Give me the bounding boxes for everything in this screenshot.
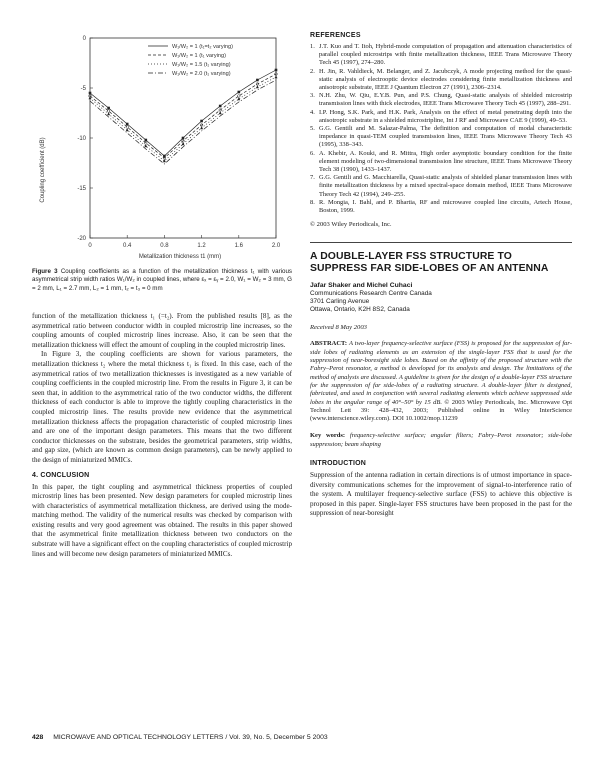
- reference-list: [310, 43, 572, 215]
- data-point: [126, 128, 129, 131]
- keywords: [310, 432, 572, 449]
- x-tick-label: 0.4: [123, 243, 132, 249]
- x-axis-label: Metallization thickness t1 (mm): [138, 254, 222, 260]
- reference-item: 4. I.P. Hong, S.K. Park, and H.K. Park, Analysis on the effect of metal penetrating depth into the anisotropic substrate in a shielded microstripline, Int J RF and Microwave CAE 9 (1999), 49–53.: [310, 108, 572, 124]
- introduction-heading: INTRODUCTION: [310, 460, 367, 468]
- article-title: A DOUBLE-LAYER FSS STRUCTURE TO SUPPRESS FAR SIDE-LOBES OF AN ANTENNA: [310, 251, 549, 275]
- conclusion-paragraph: In this paper, the tight coupling and asymmetrical thickness properties of coupled microstrip lines has been presented. New design parameters for coupled microstrip lines with characteristics of asymmetrical metallization thickness, are derived using the mode-matching method. The validity of the numerical results was checked by comparison with existing results and very good agreement was obtained. The results in this paper showed that the asymmetrical finite metallization thickness between two conductors on the substrate will have a significant effect on the coupling characteristics of coupled microstrip lines and will become new design parameters of miniaturized MMICs.: [32, 482, 292, 558]
- chart-legend: [148, 44, 233, 77]
- affiliation-line-3: Ottawa, Ontario, K2H 8S2, Canada: [310, 306, 410, 314]
- data-point: [200, 126, 203, 129]
- article-authors: Jafar Shaker and Michel Cuhaci: [310, 281, 413, 289]
- figure-caption-text: Coupling coefficients as a function of the metallization thickness t₁ with various asymmetrical strip width ratios W₁/W₂ in coupled lines, where εₓ = εᵧ = 2.0, W₁ = W₂ = 3 mm, G = 2 mm, L₁ = 2.7 mm, L₂ = 1 mm, t₂ = t₃ = 0 mm: [32, 268, 292, 292]
- data-point: [219, 105, 222, 108]
- data-point: [107, 112, 110, 115]
- article-divider: [310, 242, 572, 243]
- legend-label: W₁/W₂ = 1 (t₁ varying): [172, 53, 226, 59]
- data-point: [219, 111, 222, 114]
- figure-caption: [32, 268, 292, 293]
- abstract-label: ABSTRACT:: [310, 340, 348, 348]
- journal-info: MICROWAVE AND OPTICAL TECHNOLOGY LETTERS / Vol. 39, No. 5, December 5 2003: [53, 734, 328, 741]
- keywords-text: frequency-selective surface; angular filters; Fabry–Perot resonator; side-lobe suppression; beam shaping: [310, 432, 572, 448]
- body-paragraph-2: In Figure 3, the coupling coefficients are shown for various parameters, the metallization thickness t₂ where the metal thickness t₁ is fixed. In this case, each of the asymmetrical ratios of two metallization thicknesses is investigated as a new variable of coupling coefficients in the coupled microstrip line. From the results in Figure 3, it can be seen that, in addition to the asymmetrical ratio of the two conductor widths, the different thickness of each conductor is able to improve the tightly coupling characteristics in the coupled microstrip lines. The results provide new evidence that the asymmetrical metallization thickness affects the propagation characteristic of coupled microstrip lines and are one of the important design parameters. This means that the two different conductor thicknesses on the substrate, besides the geometrical parameters, strip widths, and gap size, (which are known as common design parameters), can be newly applied to the design of miniaturized MMICs.: [32, 350, 292, 464]
- data-point: [256, 79, 259, 82]
- y-tick-label: -5: [80, 86, 86, 92]
- reference-item: 5. G.G. Gentili and M. Salazar-Palma, The definition and computation of modal characteristic impedance in quasi-TEM coupled transmission lines, IEEE Trans Microwave Theory Tech 43 (1995), 338–343.: [310, 125, 572, 149]
- left-column: [32, 312, 292, 559]
- data-point: [256, 85, 259, 88]
- y-tick-label: -20: [77, 236, 86, 242]
- right-column: [310, 32, 572, 519]
- data-point: [126, 123, 129, 126]
- legend-label: W₁/W₂ = 1 (t₁=t₂ varying): [172, 44, 233, 50]
- reference-item: 3. N.H. Zhu, W. Qiu, E.Y.B. Pun, and P.S. Chung, Quasi-static analysis of shielded microstrip transmission lines with thick electrodes, IEEE Trans Microwave Theory Tech 45 (1997), 288–291.: [310, 92, 572, 108]
- figure-caption-label: Figure 3: [32, 268, 58, 275]
- body-paragraph-1: function of the metallization thickness t₁ (=t₂). From the published results [8], as the asymmetrical ratio between conductor width in coupled microstrip line increases, so the coupling amounts of coupled microstrip lines increase. Also, it can be seen that the metallization thickness will effect the amount of coupling in the coupled microstrip lines.: [32, 312, 292, 349]
- x-tick-label: 1.2: [197, 243, 206, 249]
- legend-label: W₁/W₂ = 2.0 (t₁ varying): [172, 71, 231, 77]
- page-footer: [32, 734, 572, 741]
- abstract-text: A two-layer frequency-selective surface (FSS) is proposed for the suppression of far-side lobes of radiating elements as an extension of the single-layer FSS that is used for the suppression of near-boresight side lobes. Based on the affinity of the proposed structure with the Fabry–Perot resonator, a method is developed for its analysis and design. The limitations of the method of analysis are discussed. A guideline is given for the design of a double-layer FSS structure for the suppression of far side-lobes of a radiating structure. A double-layer filter is designed, fabricated, and used in conjunction with several radiating elements which achieve suppressed side lobes in the angular range of 40°–50° by 15 dB.: [310, 340, 572, 406]
- plot-area: [89, 69, 278, 164]
- conclusion-heading: 4. CONCLUSION: [32, 471, 90, 479]
- received-date: Received 8 May 2003: [310, 324, 367, 332]
- data-point: [182, 142, 185, 145]
- affiliation-line-1: Communications Research Centre Canada: [310, 289, 432, 297]
- data-point: [107, 110, 110, 113]
- reference-item: 8. R. Mongia, I. Bahl, and P. Bhartia, RF and microwave coupled line circuits, Artech House, Boston, 1999.: [310, 198, 572, 215]
- x-tick-label: 2.0: [271, 243, 281, 249]
- introduction-paragraph: Suppression of the antenna radiation in certain directions is of utmost importance in space-diversity communications schemes for the improvement of signal-to-interference ratio of the system. A multilayer frequency-selective surface (FSS) to achieve this objective is proposed in this paper. Single-layer FSS structures have been proposed in the past for the suppression of near-boresight: [310, 471, 572, 518]
- x-tick-label: 0.8: [160, 243, 169, 249]
- data-point: [126, 126, 129, 129]
- abstract: [310, 340, 572, 423]
- y-tick-label: -10: [77, 136, 86, 142]
- data-point: [145, 139, 148, 142]
- abstract-citation: © 2003 Wiley Periodicals, Inc. Microwave Opt Technol Lett 39: 428–432, 2003; Published online in Wiley InterScience (www.interscience.wiley.com). DOI 10.1002/mop.11239: [310, 398, 573, 423]
- data-point: [237, 97, 240, 100]
- reference-item: 7. G.G. Gentili and G. Macchiarella, Quasi-static analysis of shielded planar transmission lines with finite metallization thickness by a mixed spectral-space domain method, IEEE Trans Microwave Theory Tech 42 (1994), 249–255.: [310, 174, 572, 198]
- data-point: [200, 120, 203, 123]
- data-point: [238, 95, 241, 98]
- page-number: 428: [32, 734, 44, 741]
- keywords-label: Key words:: [310, 432, 346, 440]
- y-axis-label: Coupling coefficient (dB): [40, 137, 46, 203]
- reference-item: 1. J.T. Kuo and T. Itoh, Hybrid-mode computation of propagation and attenuation characteristics of parallel coupled microstrips with finite metallization thickness, IEEE Trans Microwave Theory Tech 45 (1997), 274–280.: [310, 43, 572, 67]
- coupling-chart: [32, 30, 284, 262]
- x-tick-label: 0: [88, 243, 92, 249]
- references-copyright: © 2003 Wiley Periodicals, Inc.: [310, 221, 392, 229]
- affiliation-line-2: 3701 Carling Avenue: [310, 298, 370, 306]
- data-point: [107, 107, 110, 110]
- reference-item: 6. A. Khebir, A. Kouki, and R. Mittra, High order asymptotic boundary condition for the finite element modeling of two-dimensional transmission line structure, IEEE Trans Microwave Theory Tech 38 (1990), 1433–1437.: [310, 149, 572, 174]
- y-tick-label: -15: [77, 186, 86, 192]
- x-tick-label: 1.6: [234, 243, 243, 249]
- y-tick-label: 0: [82, 36, 86, 42]
- legend-label: W₁/W₂ = 1.5 (t₁ varying): [172, 62, 231, 68]
- reference-item: 2. H. Jin, R. Vahldieck, M. Belanger, and Z. Jacubczyk, A mode projecting method for the quasi-static analysis of electrooptic device electrodes considering finite metallization thickness and anisotropic substrate, IEEE J Quantum Electron 27 (1991), 2306–2314.: [310, 67, 572, 92]
- data-point: [182, 137, 185, 140]
- references-heading: REFERENCES: [310, 32, 361, 39]
- data-point: [238, 91, 241, 94]
